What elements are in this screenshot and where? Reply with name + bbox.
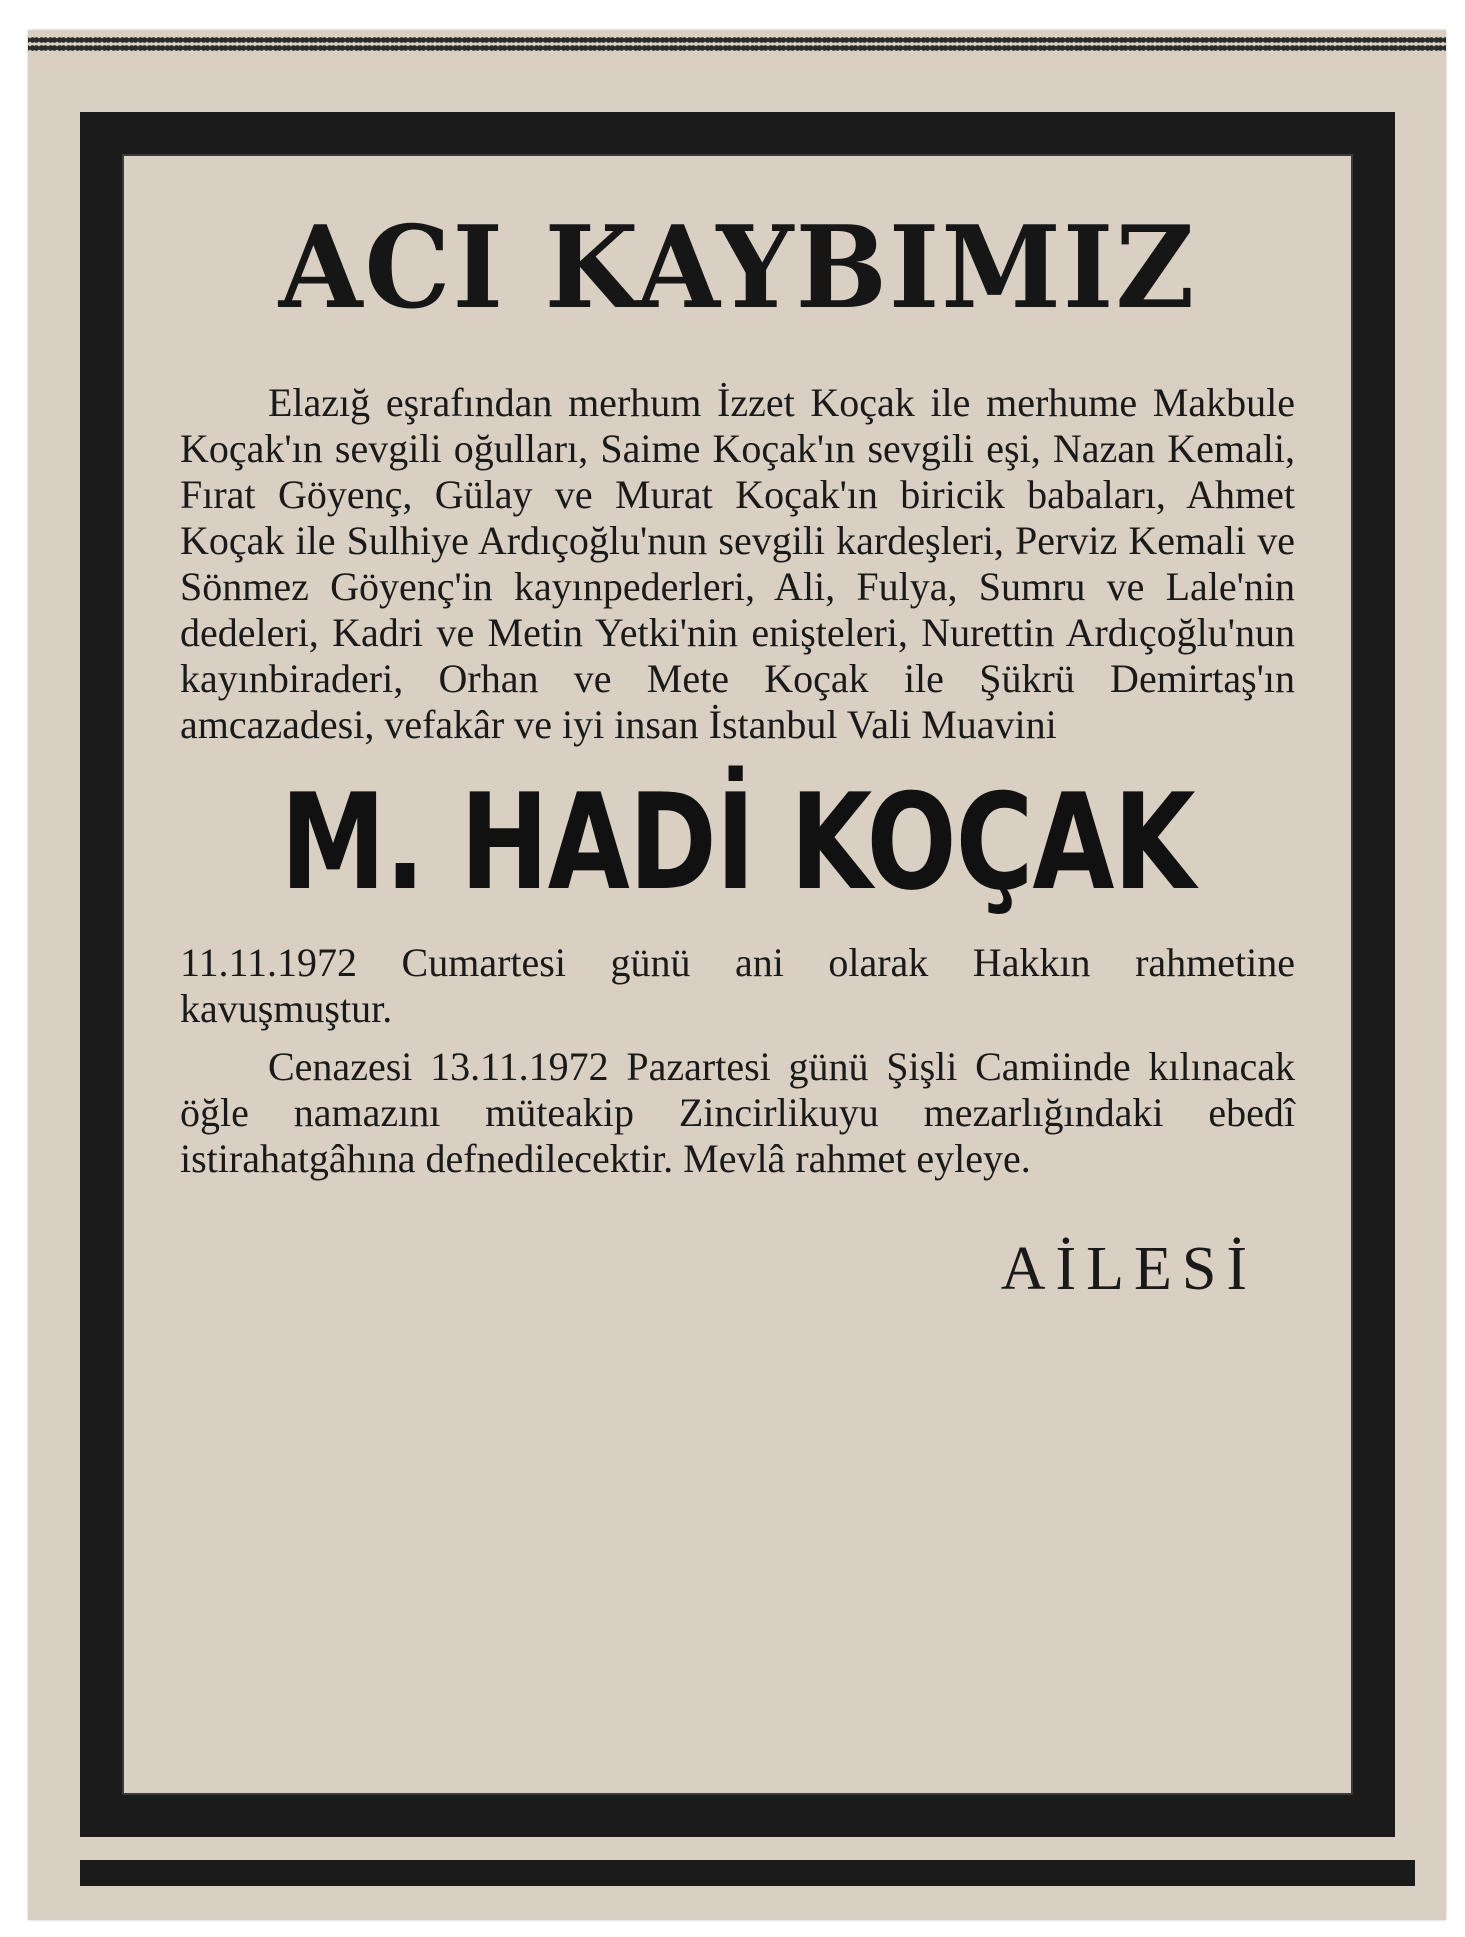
family-signature: AİLESİ	[1000, 1235, 1257, 1303]
bottom-rule	[80, 1860, 1415, 1886]
death-notice-paragraph: 11.11.1972 Cumartesi günü ani olarak Hakkın rahmetine kavuşmuştur.	[180, 940, 1295, 1031]
funeral-notice-paragraph: Cenazesi 13.11.1972 Pazartesi günü Şişli Camiinde kılınacak öğle namazını müteakip Zincirlikuyu mezarlığındaki ebedî istirahatgâhına defnedilecektir. Mevlâ rahmet eyleye.	[180, 1044, 1295, 1181]
headline: ACI KAYBIMIZ	[278, 201, 1197, 335]
obituary-frame	[80, 112, 1395, 1837]
perforated-edge	[28, 36, 1446, 52]
newspaper-clipping	[28, 30, 1446, 1920]
deceased-name: M. HADİ KOÇAK	[280, 765, 1195, 920]
paragraph-spacer	[180, 1032, 1295, 1044]
obituary-content	[122, 154, 1353, 1795]
intro-paragraph: Elazığ eşrafından merhum İzzet Koçak ile merhume Makbule Koçak'ın sevgili oğulları, Saime Koçak'ın sevgili eşi, Nazan Kemali, Fırat Göyenç, Gülay ve Murat Koçak'ın biricik babaları, Ahmet Koçak ile Sulhiye Ardıçoğlu'nun sevgili kardeşleri, Perviz Kemali ve Sönmez Göyenç'in kayınpederleri, Ali, Fulya, Sumru ve Lale'nin dedeleri, Kadri ve Metin Yetki'nin eniştelerі, Nurettin Ardıçoğlu'nun kayınbiraderi, Orhan ve Mete Koçak ile Şükrü Demirtaş'ın amcazadesi, vefakâr ve iyi insan İstanbul Vali Muavini	[180, 380, 1295, 747]
